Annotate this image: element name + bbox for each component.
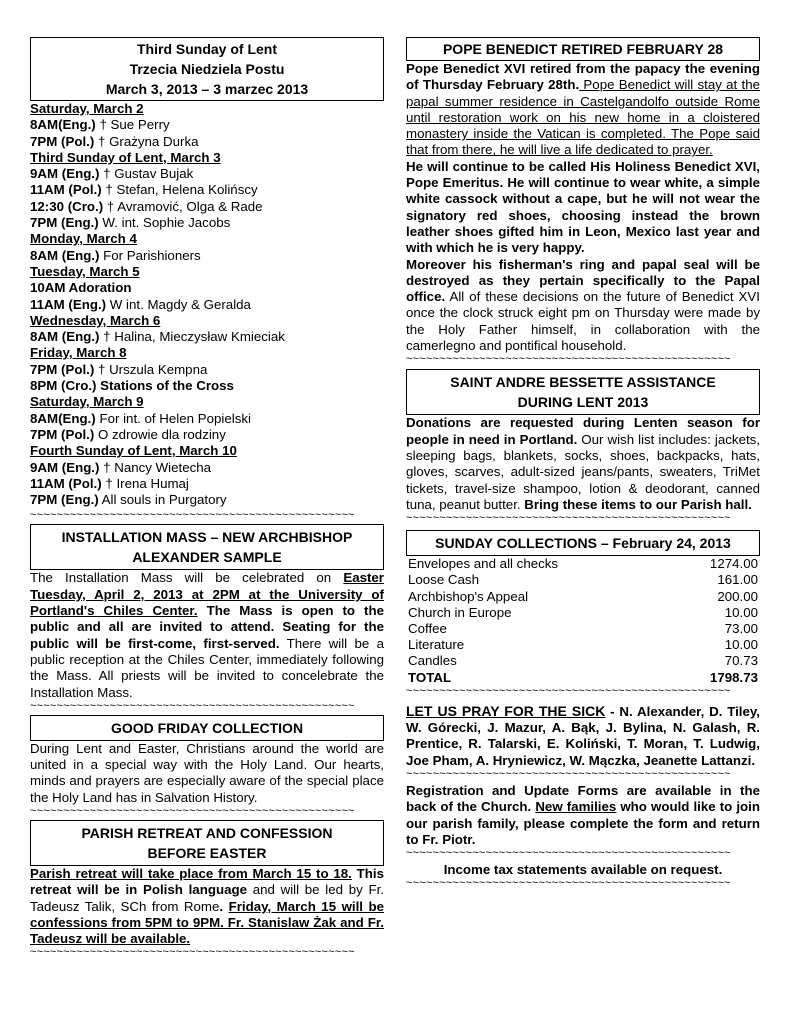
collections-total-row [406, 670, 760, 686]
mass-time: 8AM (Eng.) [30, 247, 100, 263]
schedule-date: March 3, 2013 – 3 marzec 2013 [105, 81, 309, 97]
schedule-day-heading: Fourth Sunday of Lent, March 10 [30, 443, 237, 459]
mass-intention: W int. Magdy & Geralda [109, 296, 251, 312]
right-column [406, 37, 760, 889]
divider: ~~~~~~~~~~~~~~~~~~~~~~~~~~~~~~~~~~~~~~~~~~~~~~~~~ [406, 354, 731, 366]
collection-label: Archbishop's Appeal [408, 588, 529, 604]
divider: ~~~~~~~~~~~~~~~~~~~~~~~~~~~~~~~~~~~~~~~~~~~~~~~~~ [30, 700, 355, 712]
bessette-text-3: Bring these items to our Parish hall. [524, 496, 752, 512]
sick-title: LET US PRAY FOR THE SICK [406, 702, 606, 719]
collection-row [406, 653, 760, 669]
registration-new-families: New families [535, 799, 617, 815]
schedule-mass-line [30, 329, 384, 345]
goodfriday-header [30, 715, 384, 741]
schedule-mass-line [30, 134, 384, 150]
mass-time: 9AM (Eng.) [30, 459, 100, 475]
mass-time: 11AM (Eng.) [30, 296, 107, 312]
divider: ~~~~~~~~~~~~~~~~~~~~~~~~~~~~~~~~~~~~~~~~~~~~~~~~~ [406, 685, 731, 697]
collection-label: Envelopes and all checks [408, 556, 559, 572]
pope-text-3b: All of these decisions on the future of Benedict XVI once the clock struck eight pm on Thursday were made by the Holy Father himself, in collaboration with the camerlegno and pontifical household. [406, 289, 760, 354]
collection-row [406, 621, 760, 637]
schedule-mass-line [30, 476, 384, 492]
collections-total-amount: 1798.73 [709, 669, 758, 685]
collection-amount: 161.00 [717, 572, 758, 588]
pope-text-1b: Pope Benedict will stay at the papal summer residence in Castelgandolfo outside Rome until restoration work on his new home in a cloistered monastery inside the Vatican is completed. The Pope said that from there, he will live a life dedicated to prayer. [406, 77, 760, 158]
bessette-text [406, 415, 760, 513]
mass-intention: † Gustav Bujak [103, 166, 194, 182]
schedule-mass-line [30, 248, 384, 264]
schedule-mass-line [30, 166, 384, 182]
collection-label: Literature [408, 637, 465, 653]
collection-label: Loose Cash [408, 572, 479, 588]
pope-header [406, 37, 760, 61]
mass-time: 9AM (Eng.) [30, 166, 100, 182]
schedule-mass-line [30, 215, 384, 231]
mass-time: 7PM (Pol.) [30, 361, 95, 377]
registration-text-3: who would like to join our parish family, please complete the form and return to Fr. Piotr. [406, 799, 760, 847]
bessette-text-2: Our wish list includes: jackets, sleeping bags, blankets, socks, shoes, backpacks, hats, gloves, scarves, adult-sized jeans/pants, sweaters, TriMet tickets, travel-size shampoo, lotion & deodorant, canned tuna, peanut butter. [406, 431, 760, 512]
installation-title-2: ALEXANDER SAMPLE [132, 549, 282, 566]
schedule-day-heading: Tuesday, March 5 [30, 263, 140, 279]
collection-amount: 70.73 [724, 653, 758, 669]
mass-intention: † Avramović, Olga & Rade [106, 198, 263, 214]
installation-text-4: There will be a public reception at the Chiles Center, immediately following the Mass. All priests will be invited to concelebrate the Installation Mass. [30, 635, 384, 700]
pope-text-3a: Moreover his fisherman's ring and papal seal will be destroyed as they pertain specifically to the Papal office. [406, 256, 760, 305]
mass-time: 12:30 (Cro.) [30, 198, 104, 214]
collection-row [406, 572, 760, 588]
collections-total-label: TOTAL [408, 669, 452, 685]
mass-time: 7PM (Eng.) [30, 215, 99, 231]
divider: ~~~~~~~~~~~~~~~~~~~~~~~~~~~~~~~~~~~~~~~~~~~~~~~~~ [30, 947, 355, 959]
collections-title: SUNDAY COLLECTIONS – February 24, 2013 [435, 535, 731, 552]
schedule-mass-line [30, 182, 384, 198]
pope-para-1 [406, 61, 760, 159]
schedule-day-heading: Saturday, March 2 [30, 101, 144, 116]
retreat-text-3: and will be led by Fr. Tadeusz Talik, SCh from Rome [30, 882, 385, 914]
registration-text [406, 783, 760, 848]
left-column [30, 37, 384, 958]
mass-intention: For Parishioners [103, 247, 201, 263]
mass-intention: † Grażyna Durka [97, 133, 199, 149]
mass-time: 8AM (Eng.) [30, 329, 100, 345]
collection-amount: 73.00 [724, 620, 758, 636]
retreat-text-4: . [219, 898, 229, 914]
mass-time: 8AM(Eng.) [30, 410, 96, 426]
schedule-mass-line [30, 427, 384, 443]
installation-text-1: The Installation Mass will be celebrated on [30, 570, 344, 586]
mass-time: 11AM (Pol.) [30, 475, 102, 491]
mass-intention: † Urszula Kempna [97, 361, 208, 377]
sick-list [406, 703, 760, 769]
schedule-mass-line [30, 411, 384, 427]
mass-schedule [30, 101, 384, 508]
collection-amount: 200.00 [717, 588, 758, 604]
mass-time: 7PM (Pol.) [30, 426, 95, 442]
mass-intention: † Sue Perry [99, 117, 170, 133]
mass-time: 8PM (Cro.) Stations of the Cross [30, 378, 234, 394]
divider: ~~~~~~~~~~~~~~~~~~~~~~~~~~~~~~~~~~~~~~~~~~~~~~~~~ [406, 513, 731, 525]
schedule-title-pl: Trzecia Niedziela Postu [129, 61, 285, 77]
collection-row [406, 605, 760, 621]
divider: ~~~~~~~~~~~~~~~~~~~~~~~~~~~~~~~~~~~~~~~~~~~~~~~~~ [406, 878, 731, 890]
divider: ~~~~~~~~~~~~~~~~~~~~~~~~~~~~~~~~~~~~~~~~~~~~~~~~~ [30, 805, 355, 817]
mass-intention: W. int. Sophie Jacobs [102, 215, 231, 231]
collection-amount: 10.00 [724, 637, 758, 653]
collections-table [406, 556, 760, 686]
schedule-mass-line [30, 117, 384, 133]
installation-text [30, 570, 384, 700]
collection-label: Coffee [408, 620, 447, 636]
mass-time: 8AM(Eng.) [30, 117, 96, 133]
retreat-text-1: Parish retreat will take place from March 15 to 18. [30, 865, 352, 881]
mass-intention: † Irena Humaj [105, 475, 189, 491]
installation-title-1: INSTALLATION MASS – NEW ARCHBISHOP [61, 529, 353, 546]
bessette-text-1: Donations are requested during Lenten season for people in need in Portland. [406, 415, 760, 447]
retreat-text-2: This retreat will be in Polish language [30, 865, 384, 898]
tax-statement: Income tax statements available on request. [443, 862, 723, 878]
collection-amount: 10.00 [724, 604, 758, 620]
schedule-day-heading: Saturday, March 9 [30, 394, 144, 410]
divider: ~~~~~~~~~~~~~~~~~~~~~~~~~~~~~~~~~~~~~~~~~~~~~~~~~ [406, 768, 731, 780]
schedule-day-heading: Friday, March 8 [30, 345, 127, 361]
retreat-title-1: PARISH RETREAT AND CONFESSION [81, 824, 333, 841]
goodfriday-text: During Lent and Easter, Christians around the world are united in a special way with the Holy Land. Our hearts, minds and prayers are especially aware of the special place the Holy Land has in Salvation History. [30, 740, 384, 805]
schedule-mass-line [30, 297, 384, 313]
mass-time: 7PM (Pol.) [30, 133, 95, 149]
collection-label: Candles [408, 653, 457, 669]
collection-label: Church in Europe [408, 604, 512, 620]
retreat-title-2: BEFORE EASTER [147, 844, 267, 861]
schedule-header [30, 37, 384, 101]
collection-amount: 1274.00 [709, 556, 758, 572]
collection-row [406, 637, 760, 653]
installation-header [30, 524, 384, 570]
schedule-mass-line [30, 199, 384, 215]
divider: ~~~~~~~~~~~~~~~~~~~~~~~~~~~~~~~~~~~~~~~~~~~~~~~~~ [30, 510, 355, 522]
bessette-header [406, 369, 760, 415]
schedule-mass-line [30, 362, 384, 378]
bessette-title-2: DURING LENT 2013 [517, 394, 649, 411]
retreat-header [30, 820, 384, 866]
mass-time: 7PM (Eng.) [30, 492, 99, 508]
installation-text-2: Easter Tuesday, April 2, 2013 at 2PM at the University of Portland's Chiles Center. [30, 570, 384, 619]
schedule-mass-line [30, 378, 384, 394]
schedule-mass-line [30, 280, 384, 296]
mass-intention: † Halina, Mieczysław Kmieciak [103, 329, 285, 345]
pope-para-3 [406, 257, 760, 355]
schedule-mass-line [30, 492, 384, 508]
schedule-day-heading: Monday, March 4 [30, 231, 137, 247]
collections-header [406, 530, 760, 556]
divider: ~~~~~~~~~~~~~~~~~~~~~~~~~~~~~~~~~~~~~~~~~~~~~~~~~ [406, 848, 731, 860]
schedule-day-heading: Third Sunday of Lent, March 3 [30, 149, 221, 165]
schedule-mass-line [30, 460, 384, 476]
mass-time: 10AM Adoration [30, 280, 132, 296]
pope-text-1a: Pope Benedict XVI retired from the papacy the evening of Thursday February 28th. [406, 61, 760, 93]
mass-intention: For int. of Helen Popielski [99, 410, 251, 426]
mass-intention: All souls in Purgatory [101, 492, 227, 508]
registration-text-1: Registration and Update Forms are available in the back of the Church. [406, 782, 760, 815]
pope-para-2: He will continue to be called His Holiness Benedict XVI, Pope Emeritus. He will continue to wear white, a simple white cassock without a cape, but he will not wear the signatory red shoes, choosing instead the brown leather shoes gifted him in Leon, Mexico last year and with which he is very happy. [406, 158, 760, 256]
retreat-text [30, 866, 384, 947]
sick-names: - N. Alexander, D. Tiley, W. Górecki, J. Mazur, A. Bąk, J. Bylina, N. Galash, R. Prentice, R. Talarski, E. Koliński, T. Moran, T. Ludwig, Joe Pham, A. Hryniewicz, W. Mączka, Jeanette Lattanzi. [406, 703, 761, 768]
retreat-text-5: Friday, March 15 will be confessions from 5PM to 9PM. Fr. Stanislaw Żak and Fr. Tadeusz will be available. [30, 898, 384, 947]
collection-row [406, 589, 760, 605]
installation-text-3: The Mass is open to the public and all are invited to attend. Seating for the public will be first-come, first-served. [30, 603, 384, 651]
collection-row [406, 556, 760, 572]
bessette-title-1: SAINT ANDRE BESSETTE ASSISTANCE [450, 374, 716, 391]
pope-title: POPE BENEDICT RETIRED FEBRUARY 28 [442, 41, 724, 57]
schedule-title-en: Third Sunday of Lent [137, 41, 277, 57]
mass-intention: † Stefan, Helena Kolińscy [105, 182, 258, 198]
mass-intention: O zdrowie dla rodziny [97, 426, 226, 442]
mass-time: 11AM (Pol.) [30, 182, 102, 198]
schedule-day-heading: Wednesday, March 6 [30, 312, 161, 328]
goodfriday-title: GOOD FRIDAY COLLECTION [110, 719, 304, 736]
mass-intention: † Nancy Wietecha [103, 459, 212, 475]
